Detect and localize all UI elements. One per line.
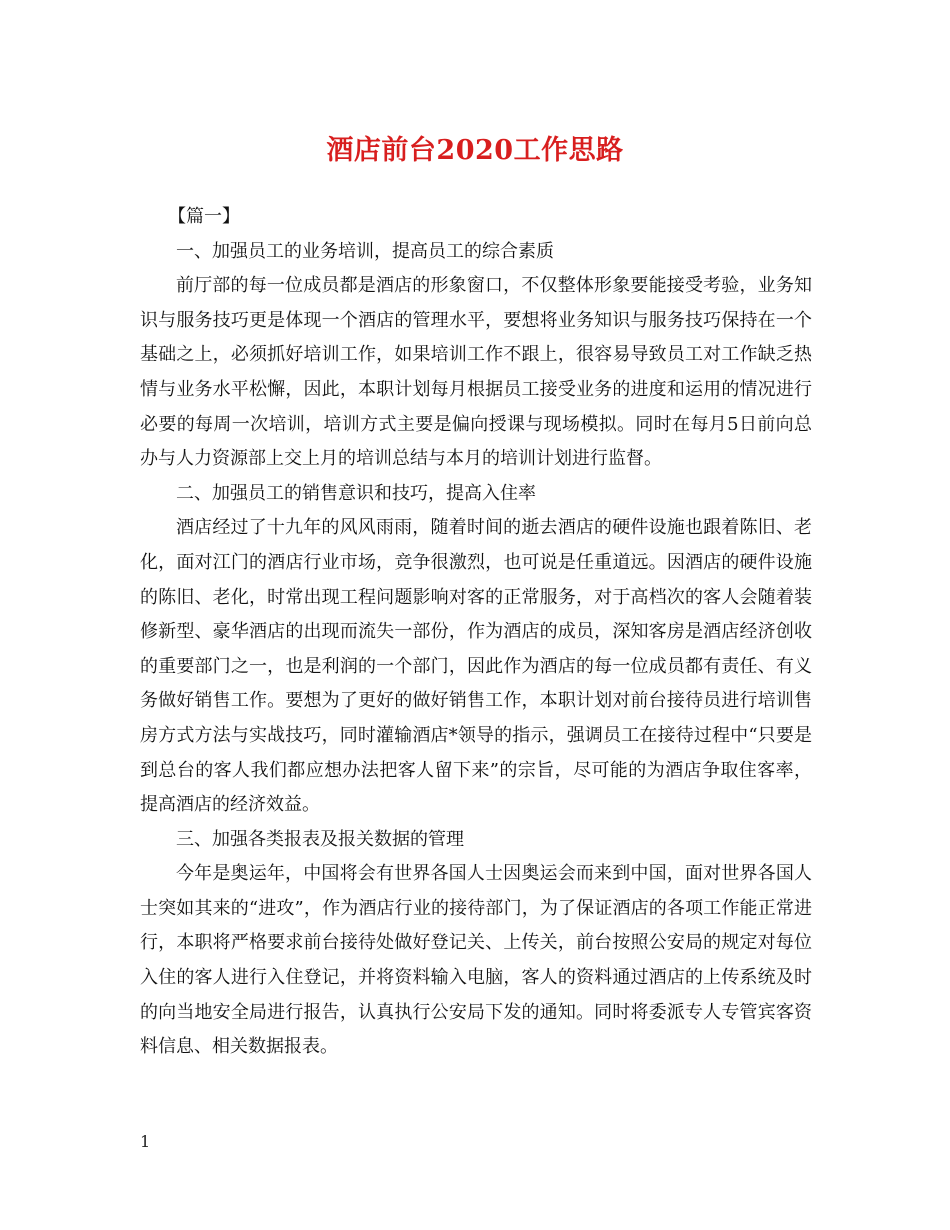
heading-1: 一、加强员工的业务培训，提高员工的综合素质 [176, 240, 554, 262]
paragraph-2: 酒店经过了十九年的风风雨雨，随着时间的逝去酒店的硬件设施也跟着陈旧、老化，面对江门的酒店行业市场，竞争很激烈，也可说是任重道远。因酒店的硬件设施的陈旧、老化，时常出现工程问题影响对客的正常服务，对于高档次的客人会随着装修新型、豪华酒店的出现而流失一部份，作为酒店的成员，深知客房是酒店经济创收的重要部门之一，也是利润的一个部门，因此作为酒店的每一位成员都有责任、有义务做好销售工作。要想为了更好的做好销售工作，本职计划对前台接待员进行培训售房方式方法与实战技巧，同时灌输酒店*领导的指示，强调员工在接待过程中“只要是到总台的客人我们都应想办法把客人留下来”的宗旨，尽可能的为酒店争取住客率，提高酒店的经济效益。 [140, 517, 812, 816]
heading-3: 三、加强各类报表及报关数据的管理 [176, 828, 464, 850]
document-title: 酒店前台2020工作思路 [326, 135, 624, 166]
paragraph-3: 今年是奥运年，中国将会有世界各国人士因奥运会而来到中国，面对世界各国人士突如其来的“进攻”，作为酒店行业的接待部门，为了保证酒店的各项工作能正常进行，本职将严格要求前台接待处做好登记关、上传关，前台按照公安局的规定对每位入住的客人进行入住登记，并将资料输入电脑，客人的资料通过酒店的上传系统及时的向当地安全局进行报告，认真执行公安局下发的通知。同时将委派专人专管宾客资料信息、相关数据报表。 [140, 863, 812, 1058]
section-marker: 【篇一】 [168, 206, 240, 227]
document-body [140, 200, 812, 1065]
heading-2: 二、加强员工的销售意识和技巧，提高入住率 [176, 482, 536, 504]
page-number: 1 [140, 1132, 151, 1151]
paragraph-1: 前厅部的每一位成员都是酒店的形象窗口，不仅整体形象要能接受考验，业务知识与服务技巧更是体现一个酒店的管理水平，要想将业务知识与服务技巧保持在一个基础之上，必须抓好培训工作，如果培训工作不跟上，很容易导致员工对工作缺乏热情与业务水平松懈，因此，本职计划每月根据员工接受业务的进度和运用的情况进行必要的每周一次培训，培训方式主要是偏向授课与现场模拟。同时在每月5日前向总办与人力资源部上交上月的培训总结与本月的培训计划进行监督。 [140, 275, 812, 470]
